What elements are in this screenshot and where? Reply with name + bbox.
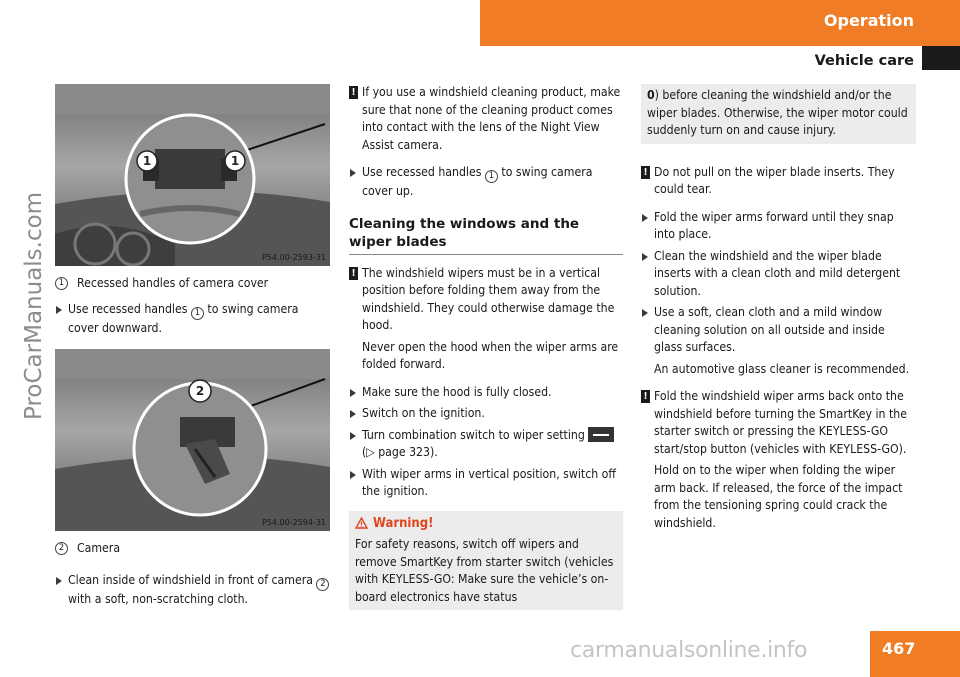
step-text: Turn combination switch to wiper setting bbox=[362, 427, 589, 442]
figure-caption bbox=[55, 540, 330, 558]
warning-box-continued bbox=[641, 84, 916, 144]
caution-icon: ! bbox=[349, 86, 358, 99]
instruction-step bbox=[349, 427, 623, 462]
thumb-tab bbox=[922, 46, 960, 70]
column-1 bbox=[55, 84, 330, 608]
warning-title bbox=[355, 515, 617, 533]
camera-photo bbox=[55, 349, 330, 531]
warning-triangle-icon bbox=[355, 517, 368, 529]
warning-title-text: Warning! bbox=[373, 515, 434, 531]
column-2 bbox=[349, 84, 623, 610]
callout-label: 1 bbox=[230, 154, 240, 168]
instruction-step: Fold the wiper arms forward until they snap into place. bbox=[641, 209, 916, 244]
caution-icon: ! bbox=[349, 267, 358, 280]
step-text: to swing camera cover downward. bbox=[68, 301, 299, 335]
note-text: Fold the windshield wiper arms back onto the windshield before turning the SmartKey in the starter switch or pressing the KEYLESS-GO start/stop button (vehicles with KEYLESS-GO). bbox=[654, 389, 907, 456]
callout-number: 1 bbox=[191, 307, 204, 320]
figure-code: P54.00-2594-31 bbox=[261, 518, 326, 527]
instruction-step bbox=[55, 301, 330, 338]
step-text: with a soft, non-scratching cloth. bbox=[68, 591, 249, 606]
step-text: Use a soft, clean cloth and a mild window cleaning solution on all outside and inside glass surfaces. bbox=[654, 305, 885, 354]
callout-label: 2 bbox=[195, 384, 205, 398]
instruction-step: Clean the windshield and the wiper blade inserts with a clean cloth and mild detergent solution. bbox=[641, 248, 916, 301]
callout-label: 1 bbox=[142, 154, 152, 168]
camera-cover-illustration bbox=[55, 84, 330, 266]
note-text: Do not pull on the wiper blade inserts. They could tear. bbox=[654, 164, 895, 196]
instruction-step bbox=[349, 164, 623, 201]
page-number-badge bbox=[870, 631, 960, 677]
note-text: Hold on to the wiper when folding the wiper arm back. If released, the force of the impact from the tensioning spring could crack the windshield. bbox=[654, 463, 903, 530]
status-zero: 0 bbox=[647, 88, 655, 102]
callout-number: 1 bbox=[55, 277, 68, 290]
caution-note bbox=[349, 84, 623, 154]
caution-note bbox=[349, 265, 623, 374]
subsection-title: Vehicle care bbox=[814, 53, 914, 69]
page-number: 467 bbox=[882, 639, 916, 658]
camera-cover-photo bbox=[55, 84, 330, 266]
caption-text: Recessed handles of camera cover bbox=[77, 276, 269, 290]
wiper-switch-icon bbox=[588, 427, 614, 442]
caution-note bbox=[641, 388, 916, 532]
callout-number: 1 bbox=[485, 170, 498, 183]
bottom-watermark: carmanualsonline.info bbox=[570, 638, 808, 663]
caption-text: Camera bbox=[77, 541, 121, 555]
step-text: to swing camera cover up. bbox=[362, 165, 593, 198]
step-text: Use recessed handles bbox=[362, 165, 485, 179]
section-title: Operation bbox=[823, 11, 914, 30]
camera-illustration bbox=[55, 349, 330, 531]
callout-number: 2 bbox=[316, 578, 329, 591]
warning-text-body: ) before cleaning the windshield and/or the wiper blades. Otherwise, the wiper motor could suddenly turn on and cause injury. bbox=[647, 88, 908, 137]
step-text: Use recessed handles bbox=[68, 301, 191, 316]
column-3 bbox=[641, 84, 916, 532]
caution-icon: ! bbox=[641, 390, 650, 403]
note-text: The windshield wipers must be in a vertical position before folding them away from the windshield. They could otherwise damage the hood. bbox=[362, 265, 615, 332]
caution-icon: ! bbox=[641, 166, 650, 179]
note-text: If you use a windshield cleaning product, make sure that none of the cleaning product comes into contact with the lens of the Night View Assist camera. bbox=[362, 85, 621, 152]
warning-text: For safety reasons, switch off wipers and remove SmartKey from starter switch (vehicles with KEYLESS-GO: Make sure the vehicle’s on-board electronics have status bbox=[355, 537, 614, 604]
side-watermark: ProCarManuals.com bbox=[21, 191, 47, 420]
note-text: Never open the hood when the wiper arms are folded forward. bbox=[362, 339, 619, 371]
callout-number: 2 bbox=[55, 542, 68, 555]
step-text: An automotive glass cleaner is recommended. bbox=[654, 361, 910, 376]
instruction-step: Make sure the hood is fully closed. bbox=[349, 384, 623, 402]
figure-caption bbox=[55, 275, 330, 293]
page-reference: (▷ page 323). bbox=[362, 445, 438, 459]
warning-text bbox=[647, 87, 910, 140]
figure-code: P54.00-2593-31 bbox=[261, 253, 326, 262]
instruction-step bbox=[641, 304, 916, 378]
warning-box bbox=[349, 511, 623, 611]
instruction-step bbox=[55, 572, 330, 609]
instruction-step: With wiper arms in vertical position, switch off the ignition. bbox=[349, 466, 623, 501]
step-text: Clean inside of windshield in front of camera bbox=[68, 572, 317, 587]
section-heading: Cleaning the windows and the wiper blades bbox=[349, 215, 623, 255]
caution-note bbox=[641, 164, 916, 199]
instruction-step: Switch on the ignition. bbox=[349, 405, 623, 423]
